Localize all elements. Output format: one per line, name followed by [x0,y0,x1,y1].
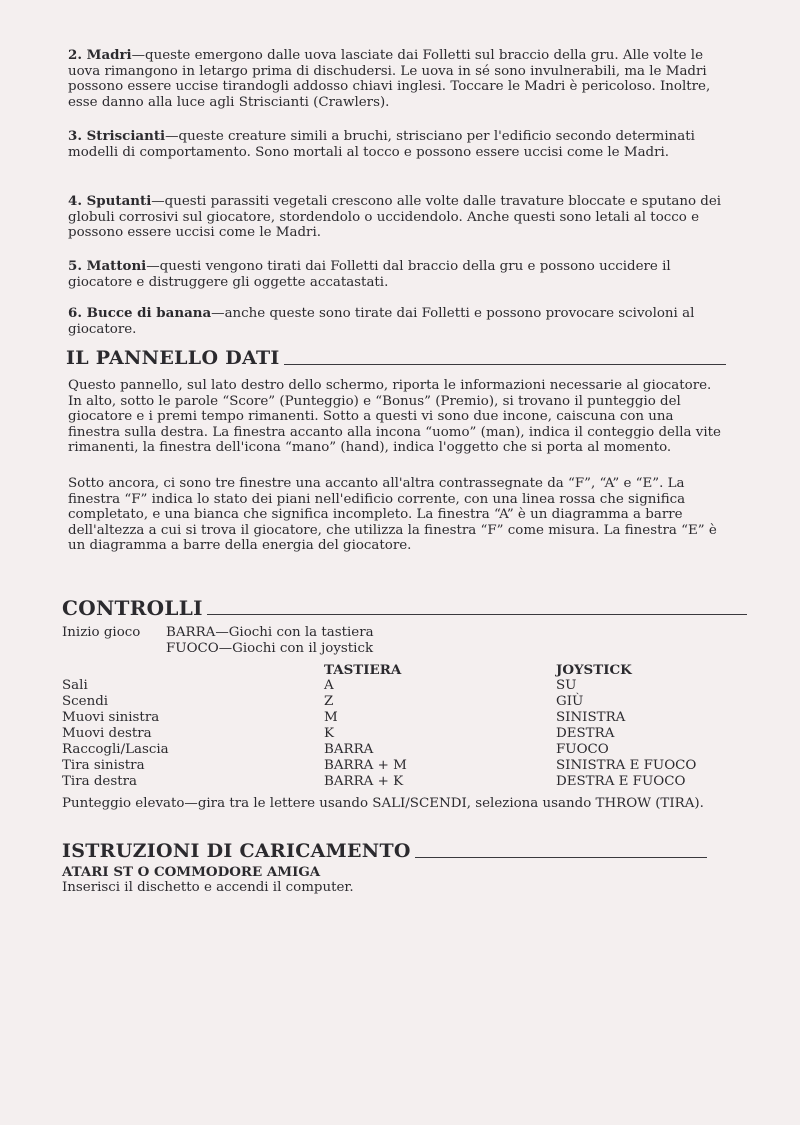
section-heading-controlli [62,597,747,619]
control-action: Muovi destra [62,726,152,741]
creature-description: —queste creature simili a bruchi, strisciano per l'edificio secondo determinati modelli di comportamento. Sono mortali al tocco e possono essere uccisi come le Madri. [68,129,695,160]
section-title: IL PANNELLO DATI [66,347,280,369]
control-key: K [324,726,335,741]
platform-subtitle: ATARI ST O COMMODORE AMIGA [62,864,321,880]
loading-instruction: Inserisci il dischetto e accendi il computer. [62,880,354,895]
start-option-keyboard: BARRA—Giochi con la tastiera [166,625,374,640]
control-joystick: DESTRA E FUOCO [556,774,686,789]
control-key: BARRA [324,742,374,757]
creature-name: 5. Mattoni [68,258,147,274]
section-title: ISTRUZIONI DI CARICAMENTO [62,840,411,862]
control-key: BARRA + M [324,758,407,773]
control-joystick: SINISTRA [556,710,626,725]
control-joystick: SINISTRA E FUOCO [556,758,697,773]
control-key: BARRA + K [324,774,404,789]
creature-sputanti [68,194,723,241]
creature-description: —questi vengono tirati dai Folletti dal braccio della gru e possono uccidere il giocatore e distruggere gli oggette accatastati. [68,259,671,290]
control-joystick: GIÙ [556,694,584,709]
heading-rule [415,857,707,858]
creature-bucce-di-banana [68,306,723,337]
creature-name: 3. Striscianti [68,128,166,144]
control-action: Tira destra [62,774,137,789]
control-joystick: FUOCO [556,742,609,757]
start-game-label: Inizio gioco [62,625,141,640]
control-action: Tira sinistra [62,758,145,773]
creature-description: —queste emergono dalle uova lasciate dai Folletti sul braccio della gru. Alle volte le uova rimangono in letargo prima di dischudersi. Le uova in sé sono invulnerabili, ma le Madri possono essere uccise tirandogli addosso chiavi inglesi. Toccare le Madri è pericoloso. Inoltre, esse danno alla luce agli Striscianti (Crawlers). [68,48,711,110]
creature-description: —anche queste sono tirate dai Folletti e possono provocare scivoloni al giocatore. [68,306,695,337]
control-action: Sali [62,678,88,693]
creature-madri [68,48,723,110]
column-header-keyboard: TASTIERA [324,662,402,678]
heading-rule [284,364,726,365]
control-action: Scendi [62,694,109,709]
control-key: M [324,710,338,725]
start-option-joystick: FUOCO—Giochi con il joystick [166,641,374,656]
creature-description: —questi parassiti vegetali crescono alle volte dalle travature bloccate e sputano dei globuli corrosivi sul giocatore, stordendolo o uccidendolo. Anche questi sono letali al tocco e possono essere uccisi come le Madri. [68,194,722,241]
heading-rule [207,614,747,615]
control-action: Muovi sinistra [62,710,160,725]
control-key: Z [324,694,334,709]
section-title: CONTROLLI [62,596,203,620]
control-action: Raccogli/Lascia [62,742,169,757]
section-heading-caricamento [62,840,707,862]
pannello-paragraph-2: Sotto ancora, ci sono tre finestre una accanto all'altra contrassegnate da “F”, “A” e “E”. La finestra “F” indica lo stato dei piani nell'edificio corrente, con una linea rossa che significa completato, e una bianca che significa incompleto. La finestra “A” è un diagramma a barre dell'altezza a cui si trova il giocatore, che utilizza la finestra “F” come misura. La finestra “E” è un diagramma a barre della energia del giocatore. [68,476,717,554]
creature-name: 2. Madri [68,47,132,63]
column-header-joystick: JOYSTICK [556,662,632,678]
control-key: A [324,678,334,693]
creature-name: 6. Bucce di banana [68,305,212,321]
creature-striscianti [68,129,723,160]
creature-mattoni [68,259,723,290]
pannello-paragraph-1: Questo pannello, sul lato destro dello schermo, riporta le informazioni necessarie al giocatore. In alto, sotto le parole “Score” (Punteggio) e “Bonus” (Premio), si trovano il punteggio del giocatore e i premi tempo rimanenti. Sotto a questi vi sono due incone, caiscuna con una finestra sulla destra. La finestra accanto alla incona “uomo” (man), indica il conteggio della vite rimanenti, la finestra dell'icona “mano” (hand), indica l'oggetto che si porta al momento. [68,378,721,456]
highscore-note: Punteggio elevato—gira tra le lettere usando SALI/SCENDI, seleziona usando THROW (TIRA). [62,796,704,811]
creature-name: 4. Sputanti [68,193,152,209]
control-joystick: SU [556,678,577,693]
section-heading-pannello [66,347,726,369]
control-joystick: DESTRA [556,726,615,741]
